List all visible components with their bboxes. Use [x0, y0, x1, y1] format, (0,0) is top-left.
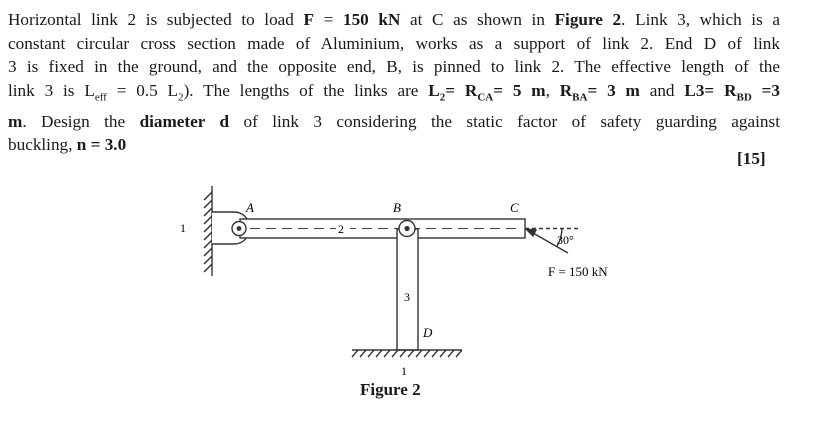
problem-line-3: 3 is fixed in the ground, and the opposite end, B, is pinned to link 2. The effective length of the — [8, 57, 780, 77]
text: and — [639, 80, 685, 100]
length-value: = 3 m — [587, 80, 640, 100]
subscript: BD — [736, 91, 752, 104]
label-d: D — [423, 325, 433, 340]
bottom-ground — [352, 350, 462, 357]
text-bold: diameter d — [139, 111, 230, 131]
subscript: 2 — [178, 91, 184, 104]
subscript: BA — [572, 91, 588, 104]
pin-a-icon — [232, 222, 246, 236]
text: . Link 3, which is a — [621, 10, 781, 29]
label-c: C — [510, 200, 519, 215]
figure-caption: Figure 2 — [360, 380, 421, 399]
subscript: eff — [94, 91, 107, 104]
label-a: A — [246, 200, 254, 215]
safety-factor-value: = 3.0 — [86, 135, 127, 155]
text-bold: m — [8, 111, 23, 131]
ground-label-left: 1 — [180, 221, 186, 235]
text-bold: n — [76, 135, 87, 155]
text: at C as shown in — [400, 10, 555, 29]
text: of link 3 considering the static factor of safety guarding against — [229, 111, 780, 131]
link-3-label: 3 — [404, 290, 410, 304]
load-value: 150 kN — [342, 10, 401, 29]
text-bold: L — [428, 80, 440, 100]
length-value: =3 — [751, 80, 780, 100]
text: . Design the — [22, 111, 140, 131]
link-2-label: 2 — [338, 222, 344, 236]
marks-label: [15] — [737, 149, 766, 168]
ground-label-bottom: 1 — [401, 364, 407, 378]
subscript: CA — [477, 91, 494, 104]
text: link 3 is L — [8, 80, 95, 100]
force-label: F = 150 kN — [548, 264, 608, 279]
text: = 0.5 L — [106, 80, 179, 100]
text: Horizontal link 2 is subjected to load — [8, 10, 304, 29]
text-bold: F — [303, 10, 315, 29]
figure-reference: Figure 2 — [554, 10, 622, 29]
pin-b-icon — [399, 221, 415, 237]
text-bold: = R — [445, 80, 478, 100]
length-value: = 5 m — [493, 80, 546, 100]
text: , — [545, 80, 560, 100]
angle-label: 30° — [557, 233, 574, 247]
text-bold: R — [559, 80, 573, 100]
text: = — [314, 10, 343, 29]
subscript: 2 — [439, 91, 446, 104]
problem-line-2: constant circular cross section made of Aluminium, works as a support of link 2. End D of link — [8, 33, 780, 53]
text-bold: L3= R — [684, 80, 737, 100]
text: ). The lengths of the links are — [183, 80, 429, 100]
text: buckling, — [8, 135, 77, 155]
label-b: B — [393, 200, 401, 215]
left-wall-ground — [204, 186, 212, 276]
